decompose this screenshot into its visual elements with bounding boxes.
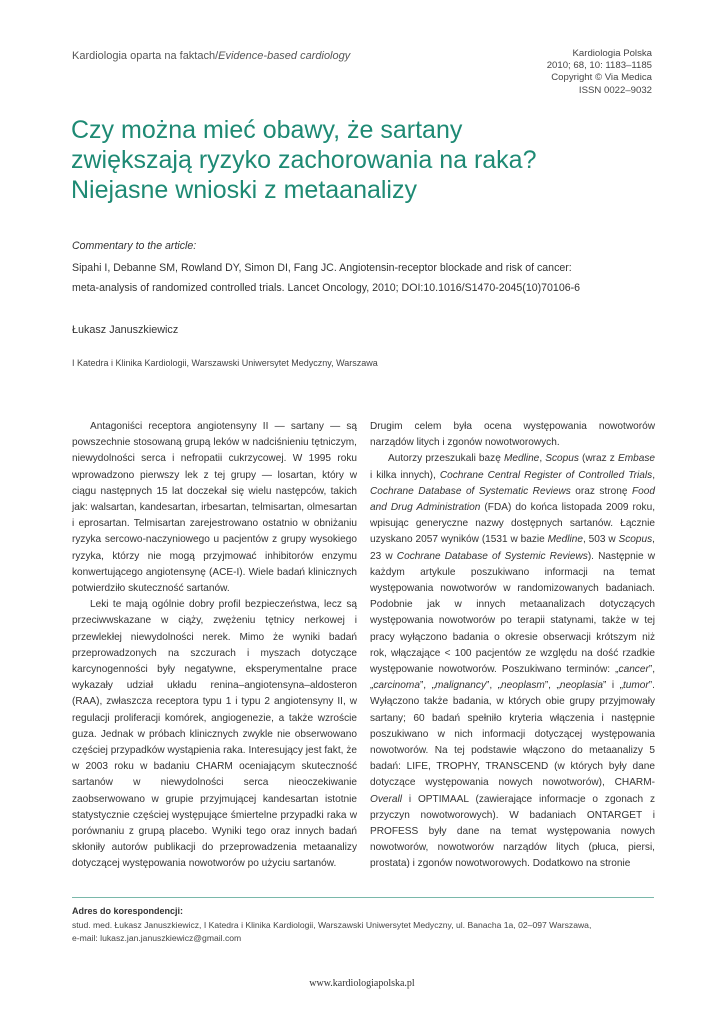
citation-line: Sipahi I, Debanne SM, Rowland DY, Simon DI, Fang JC. Angiotensin-receptor blockade and risk of cancer: [72, 262, 572, 274]
citation-line: meta-analysis of randomized controlled trials. Lancet Oncology, 2010; DOI:10.1016/S1470-2045(10)70106-6 [72, 282, 581, 294]
footnote-divider [72, 897, 654, 898]
journal-info [547, 48, 652, 97]
body-paragraph: Drugim celem była ocena występowania nowotworów narządów litych i zgonów nowotworowych. [370, 421, 655, 449]
article-title [71, 115, 671, 205]
footer-url: www.kardiologiapolska.pl [309, 978, 415, 989]
title-line: zwiększają ryzyko zachorowania na raka? [71, 146, 537, 174]
commentary-label: Commentary to the article: [72, 240, 197, 252]
body-column-right [370, 419, 655, 873]
section-label [72, 50, 350, 62]
correspondence-text [72, 919, 662, 944]
affiliation: I Katedra i Klinika Kardiologii, Warszawski Uniwersytet Medyczny, Warszawa [72, 358, 378, 368]
correspondence-address: stud. med. Łukasz Januszkiewicz, I Katedra i Klinika Kardiologii, Warszawski Uniwersytet Medyczny, ul. Banacha 1a, 02–097 Warszawa, [72, 920, 592, 930]
body-paragraph: Autorzy przeszukali bazę Medline, Scopus (wraz z Embase i kilka innych), Cochrane Central Register of Controlled Trials, Cochrane Database of Systematic Reviews oraz stronę Food and Drug Administration (FDA) do końca listopada 2009 roku, wpisując generyczne nazwy dostępnych sartanów. Łącznie uzyskano 2057 wyników (1531 w bazie Medline, 503 w Scopus, 23 w Cochrane Database of Systemic Reviews). Następnie w każdym artykule poszukiwano informacji na temat występowania nowotworów w randomizowanych badaniach. Podobnie jak w innych metaanalizach dotyczących występowania nowotworów po terapii statynami, także w tej pracy wyłączono badania o okresie obserwacji krótszym niż rok, włączające < 100 pacjentów ze względu na dość rzadkie występowanie nowotworów. Poszukiwano terminów: „cancer”, „carcinoma”, „malignancy”, „neoplasm”, „neoplasia” i „tumor”. Wyłączono także badania, w których obie grupy przyjmowały sartany; 60 badań spełniło kryteria włączenia i następnie poszukiwano w nich informacji dotyczącej występowania nowotworów. Na tej podstawie włączono do metaanalizy 5 badań: LIFE, TROPHY, TRANSCEND (w których były dane dotyczące występowania nowych nowotworów), CHARM-Overall i OPTIMAAL (zawierające informacje o zgonach z przyczyn nowotworowych). W badaniach ONTARGET i PROFESS były dane na temat występowania nowych nowotworów, nowotworów narządów litych (płuca, piersi, prostata) i zgonów nowotworowych. Dodatkowo na stronie [370, 453, 656, 870]
citation [72, 258, 672, 298]
journal-name: Kardiologia Polska [572, 48, 652, 59]
title-line: Czy można mieć obawy, że sartany [71, 116, 463, 144]
journal-issue: 2010; 68, 10: 1183–1185 [546, 60, 652, 72]
journal-copyright: Copyright © Via Medica [551, 72, 652, 84]
title-line: Niejasne wnioski z metaanalizy [71, 176, 417, 204]
correspondence-email: e-mail: lukasz.jan.januszkiewicz@gmail.com [72, 932, 242, 943]
section-label-suffix: Evidence-based cardiology [218, 50, 351, 62]
body-column-left [72, 419, 357, 873]
body-paragraph: Antagoniści receptora angiotensyny II — sartany — są powszechnie stosowaną grupą leków w nadciśnieniu tętniczym, niewydolności serca i nefropatii cukrzycowej. W 1995 roku wprowadzono pierwszy lek z tej grupy — losartan, który w ciągu następnych 15 lat doczekał się wielu następców, takich jak: walsartan, kandesartan, irbesartan, telmisartan, olmesartan i eprosartan. Telmisartan zarejestrowano ostatnio w obniżaniu ryzyka sercowo-naczyniowego u pacjentów z grupy wysokiego ryzyka, którzy nie mogą przyjmować inhibitorów enzymu konwertującego angiotensynę (ACE-I). Wiele badań klinicznych potwierdziło skuteczność sartanów. [72, 421, 357, 595]
section-label-prefix: Kardiologia oparta na faktach/ [72, 50, 219, 62]
correspondence-title: Adres do korespondencji: [72, 906, 184, 916]
author: Łukasz Januszkiewicz [72, 324, 179, 336]
body-paragraph: Leki te mają ogólnie dobry profil bezpieczeństwa, lecz są przeciwwskazane w ciąży, zwężeniu tętnicy nerkowej i przewlekłej niewydolności nerek. Mimo że wyniki badań przeprowadzonych na szczurach i myszach dotyczące karcynogenności były negatywne, eksperymentalne prace wykazały udział układu renina–angiotensyna–aldosteron (RAA), zwłaszcza receptora typu 1 i typu 2 angiotensyny II, w regulacji proliferacji komórek, angiogenezie, a także wzroście guza. Jednak w próbach klinicznych zwykle nie obserwowano częściej przypadków wystąpienia raka. Interesujący jest fakt, że w 2003 roku w badaniu CHARM oceniającym skuteczność sartanów w niewydolności serca nieoczekiwanie zaobserwowano w grupie przyjmującej kandesartan istotnie statystycznie częściej występujące śmiertelne przypadki raka w porównaniu z grupą placebo. Wyniki tego oraz innych badań skłoniły autorów publikacji do przeprowadzenia metaanalizy dotyczącej występowania nowotworów po użyciu sartanów. [72, 599, 357, 870]
journal-issn: ISSN 0022–9032 [578, 84, 652, 96]
